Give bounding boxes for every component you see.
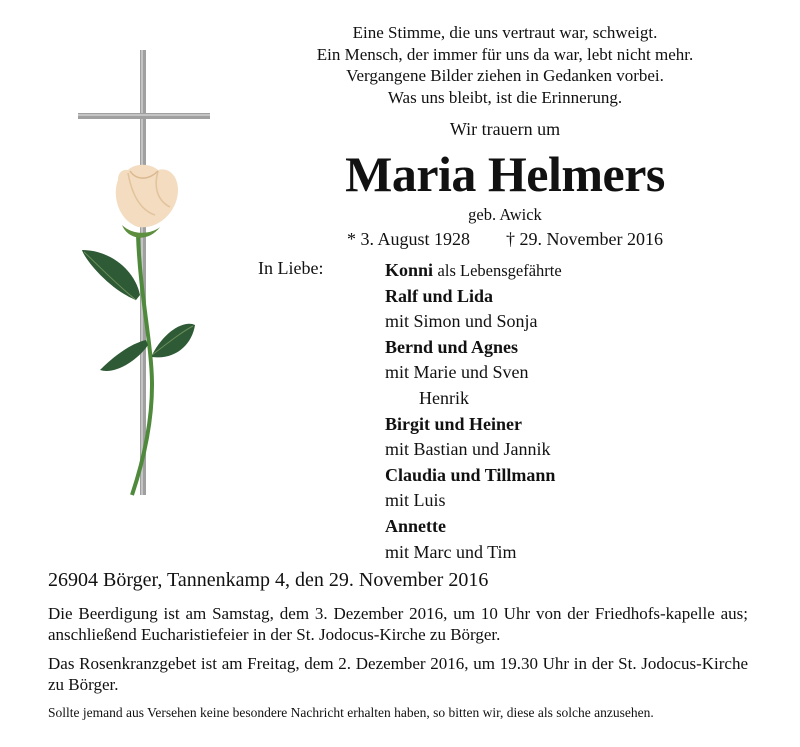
family-children: mit Luis bbox=[385, 490, 446, 511]
rosary-info: Das Rosenkranzgebet ist am Freitag, dem 2. Dezember 2016, um 19.30 Uhr in der St. Jodocus-Kirche zu Börger. bbox=[48, 654, 748, 694]
poem bbox=[260, 22, 750, 108]
family-list bbox=[385, 258, 562, 565]
poem-line: Eine Stimme, die uns vertraut war, schweigt. bbox=[352, 23, 658, 42]
life-dates bbox=[260, 229, 750, 250]
family-children: mit Bastian und Jannik bbox=[385, 439, 551, 460]
intro-text: Wir trauern um bbox=[449, 119, 561, 139]
family-parents: Bernd und Agnes bbox=[385, 336, 519, 357]
family-entry-konni bbox=[385, 258, 562, 284]
poem-line: Was uns bleibt, ist die Erinnerung. bbox=[387, 87, 623, 107]
funeral-info: Die Beerdigung ist am Samstag, dem 3. Dezember 2016, um 10 Uhr von der Friedhofs-kapelle aus; anschließend Eucharistiefeier in der St. Jodocus-Kirche zu Börger. bbox=[48, 604, 748, 644]
rose-icon bbox=[82, 165, 195, 495]
family-parents: Birgit und Heiner bbox=[385, 413, 523, 434]
address-date: 26904 Börger, Tannenkamp 4, den 29. November 2016 bbox=[48, 569, 489, 591]
family-parents: Ralf und Lida bbox=[385, 285, 494, 306]
family-children: Henrik bbox=[419, 387, 469, 408]
konni-role: als Lebensgefährte bbox=[437, 261, 562, 280]
konni-name: Konni bbox=[385, 260, 434, 280]
deceased-name: Maria Helmers bbox=[345, 146, 665, 202]
poem-line: Vergangene Bilder ziehen in Gedanken vorbei. bbox=[346, 66, 664, 85]
poem-line: Ein Mensch, der immer für uns da war, lebt nicht mehr. bbox=[316, 44, 694, 64]
family-children: mit Marie und Sven bbox=[385, 362, 529, 383]
cross-icon bbox=[78, 50, 210, 495]
birth-date: * 3. August 1928 bbox=[347, 229, 471, 249]
in-liebe-label: In Liebe: bbox=[258, 258, 324, 278]
death-date: † 29. November 2016 bbox=[506, 229, 663, 249]
notice-footnote: Sollte jemand aus Versehen keine besondere Nachricht erhalten haben, so bitten wir, diese als solche anzusehen. bbox=[48, 705, 654, 720]
maiden-name: geb. Awick bbox=[468, 205, 542, 224]
family-parents: Claudia und Tillmann bbox=[385, 464, 556, 485]
family-children: mit Simon und Sonja bbox=[385, 311, 538, 332]
cross-rose-illustration bbox=[70, 45, 220, 505]
family-children: mit Marc und Tim bbox=[385, 541, 517, 562]
family-parents: Annette bbox=[385, 515, 446, 536]
